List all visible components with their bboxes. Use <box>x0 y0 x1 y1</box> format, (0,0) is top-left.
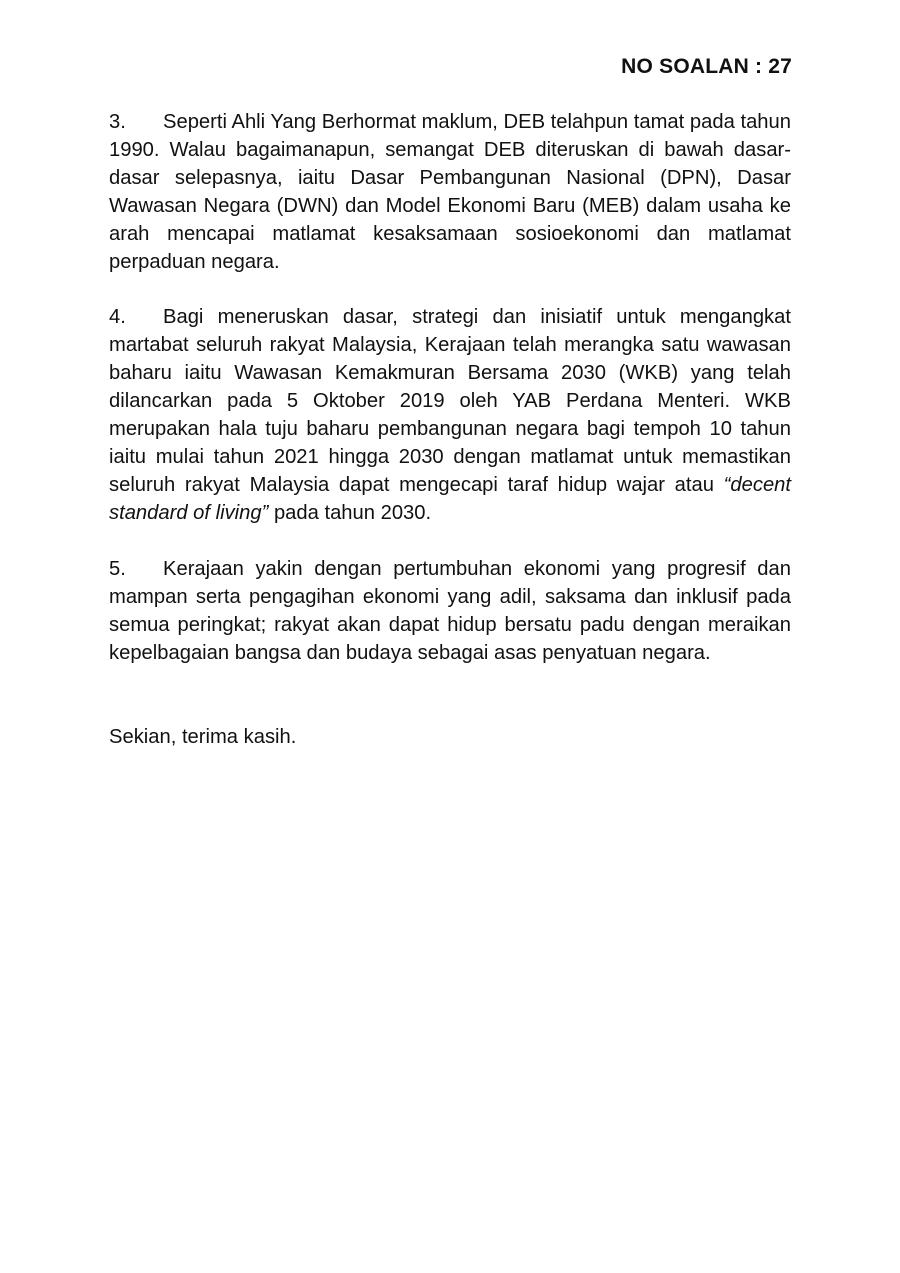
paragraph-number: 3. <box>109 111 126 133</box>
paragraph-text-end: pada tahun 2030. <box>273 502 432 524</box>
question-number: NO SOALAN : 27 <box>621 55 792 78</box>
paragraph-4 <box>109 303 791 527</box>
paragraph-3 <box>109 108 791 276</box>
paragraph-text: Seperti Ahli Yang Berhormat maklum, DEB telahpun tamat pada tahun 1990. Walau bagaimanapun, semangat DEB diteruskan di bawah dasar-dasar selepasnya, iaitu Dasar Pembangunan Nasional (DPN), Dasar Wawasan Negara (DWN) dan Model Ekonomi Baru (MEB) dalam usaha ke arah mencapai matlamat kesaksamaan sosioekonomi dan matlamat perpaduan negara. <box>109 111 791 273</box>
paragraph-text: Kerajaan yakin dengan pertumbuhan ekonomi yang progresif dan mampan serta pengagihan ekonomi yang adil, saksama dan inklusif pada semua peringkat; rakyat akan dapat hidup bersatu padu dengan meraikan kepelbagaian bangsa dan budaya sebagai asas penyatuan negara. <box>109 558 791 664</box>
paragraph-text: Bagi meneruskan dasar, strategi dan inisiatif untuk mengangkat martabat seluruh rakyat Malaysia, Kerajaan telah merangka satu wawasan baharu iaitu Wawasan Kemakmuran Bersama 2030 (WKB) yang telah dilancarkan pada 5 Oktober 2019 oleh YAB Perdana Menteri. WKB merupakan hala tuju baharu pembangunan negara bagi tempoh 10 tahun iaitu mulai tahun 2021 hingga 2030 dengan matlamat untuk memastikan seluruh rakyat Malaysia dapat mengecapi taraf hidup wajar atau <box>109 306 791 496</box>
italic-phrase: “decent standard of living” <box>109 474 792 524</box>
paragraph-number: 4. <box>109 306 126 328</box>
paragraph-5 <box>109 555 791 667</box>
paragraph-number: 5. <box>109 558 126 580</box>
closing-line: Sekian, terima kasih. <box>109 726 297 748</box>
